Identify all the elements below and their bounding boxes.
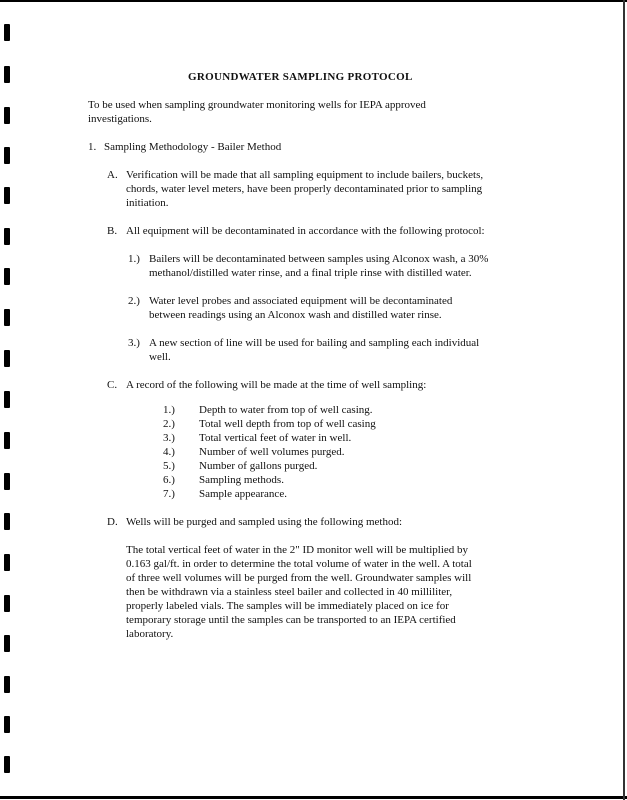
scan-top-edge <box>0 0 627 2</box>
item-a-marker: A. <box>107 169 118 181</box>
binder-hole-mark <box>4 268 10 285</box>
record-list-marker: 1.) <box>163 404 175 416</box>
record-list-item: Total vertical feet of water in well. <box>199 432 352 444</box>
item-b-subitem-text: Bailers will be decontaminated between samples using Alconox wash, a 30% <box>149 253 489 265</box>
binder-hole-mark <box>4 432 10 449</box>
item-c-text: A record of the following will be made at the time of well sampling: <box>126 379 427 391</box>
purge-method-paragraph-line: then be withdrawn via a stainless steel bailer and collected in 40 milliliter, <box>126 586 453 598</box>
item-b-subitem-marker: 2.) <box>128 295 140 307</box>
item-b-text: All equipment will be decontaminated in accordance with the following protocol: <box>126 225 485 237</box>
binder-hole-mark <box>4 147 10 164</box>
purge-method-paragraph-line: properly labeled vials. The samples will be immediately placed on ice for <box>126 600 449 612</box>
binder-hole-mark <box>4 716 10 733</box>
record-list-item: Total well depth from top of well casing <box>199 418 376 430</box>
item-a-text: initiation. <box>126 197 169 209</box>
item-a-text: chords, water level meters, have been properly decontaminated prior to sampling <box>126 183 483 195</box>
record-list-marker: 3.) <box>163 432 175 444</box>
section-heading: Sampling Methodology - Bailer Method <box>104 141 282 153</box>
binder-hole-mark <box>4 66 10 83</box>
binder-hole-mark <box>4 676 10 693</box>
document-title: GROUNDWATER SAMPLING PROTOCOL <box>188 71 413 83</box>
item-b-subitem-text: between readings using an Alconox wash and distilled water rinse. <box>149 309 442 321</box>
binder-hole-mark <box>4 187 10 204</box>
binder-hole-mark <box>4 756 10 773</box>
purge-method-paragraph-line: 0.163 gal/ft. in order to determine the total volume of water in the well. A total <box>126 558 472 570</box>
binder-hole-mark <box>4 635 10 652</box>
purge-method-paragraph-line: The total vertical feet of water in the 2" ID monitor well will be multiplied by <box>126 544 469 556</box>
binder-hole-mark <box>4 309 10 326</box>
item-b-subitem-text: methanol/distilled water rinse, and a final triple rinse with distilled water. <box>149 267 472 279</box>
record-list-item: Sample appearance. <box>199 488 287 500</box>
intro-line: To be used when sampling groundwater monitoring wells for IEPA approved <box>88 99 426 111</box>
record-list-marker: 7.) <box>163 488 175 500</box>
item-b-subitem-text: well. <box>149 351 171 363</box>
section-number: 1. <box>88 141 97 153</box>
record-list-marker: 4.) <box>163 446 175 458</box>
scan-bottom-edge <box>0 796 627 799</box>
record-list-marker: 2.) <box>163 418 175 430</box>
item-d-marker: D. <box>107 516 118 528</box>
binder-hole-mark <box>4 228 10 245</box>
item-b-subitem-marker: 3.) <box>128 337 140 349</box>
item-b-subitem-text: A new section of line will be used for bailing and sampling each individual <box>149 337 480 349</box>
record-list-item: Number of gallons purged. <box>199 460 318 472</box>
binder-hole-mark <box>4 595 10 612</box>
record-list-item: Depth to water from top of well casing. <box>199 404 373 416</box>
record-list-marker: 5.) <box>163 460 175 472</box>
item-c-marker: C. <box>107 379 118 391</box>
binder-hole-mark <box>4 350 10 367</box>
purge-method-paragraph-line: laboratory. <box>126 628 174 640</box>
binder-hole-mark <box>4 24 10 41</box>
record-list-marker: 6.) <box>163 474 175 486</box>
binder-hole-mark <box>4 107 10 124</box>
binder-hole-mark <box>4 391 10 408</box>
binder-hole-mark <box>4 554 10 571</box>
binder-hole-mark <box>4 513 10 530</box>
item-b-subitem-text: Water level probes and associated equipment will be decontaminated <box>149 295 453 307</box>
record-list-item: Sampling methods. <box>199 474 284 486</box>
item-b-marker: B. <box>107 225 118 237</box>
intro-line: investigations. <box>88 113 152 125</box>
item-b-subitem-marker: 1.) <box>128 253 140 265</box>
binder-hole-mark <box>4 473 10 490</box>
record-list-item: Number of well volumes purged. <box>199 446 345 458</box>
purge-method-paragraph-line: temporary storage until the samples can be transported to an IEPA certified <box>126 614 456 626</box>
scan-right-edge <box>623 0 625 800</box>
item-d-text: Wells will be purged and sampled using the following method: <box>126 516 403 528</box>
purge-method-paragraph-line: of three well volumes will be purged from the well. Groundwater samples will <box>126 572 472 584</box>
item-a-text: Verification will be made that all sampling equipment to include bailers, buckets, <box>126 169 484 181</box>
